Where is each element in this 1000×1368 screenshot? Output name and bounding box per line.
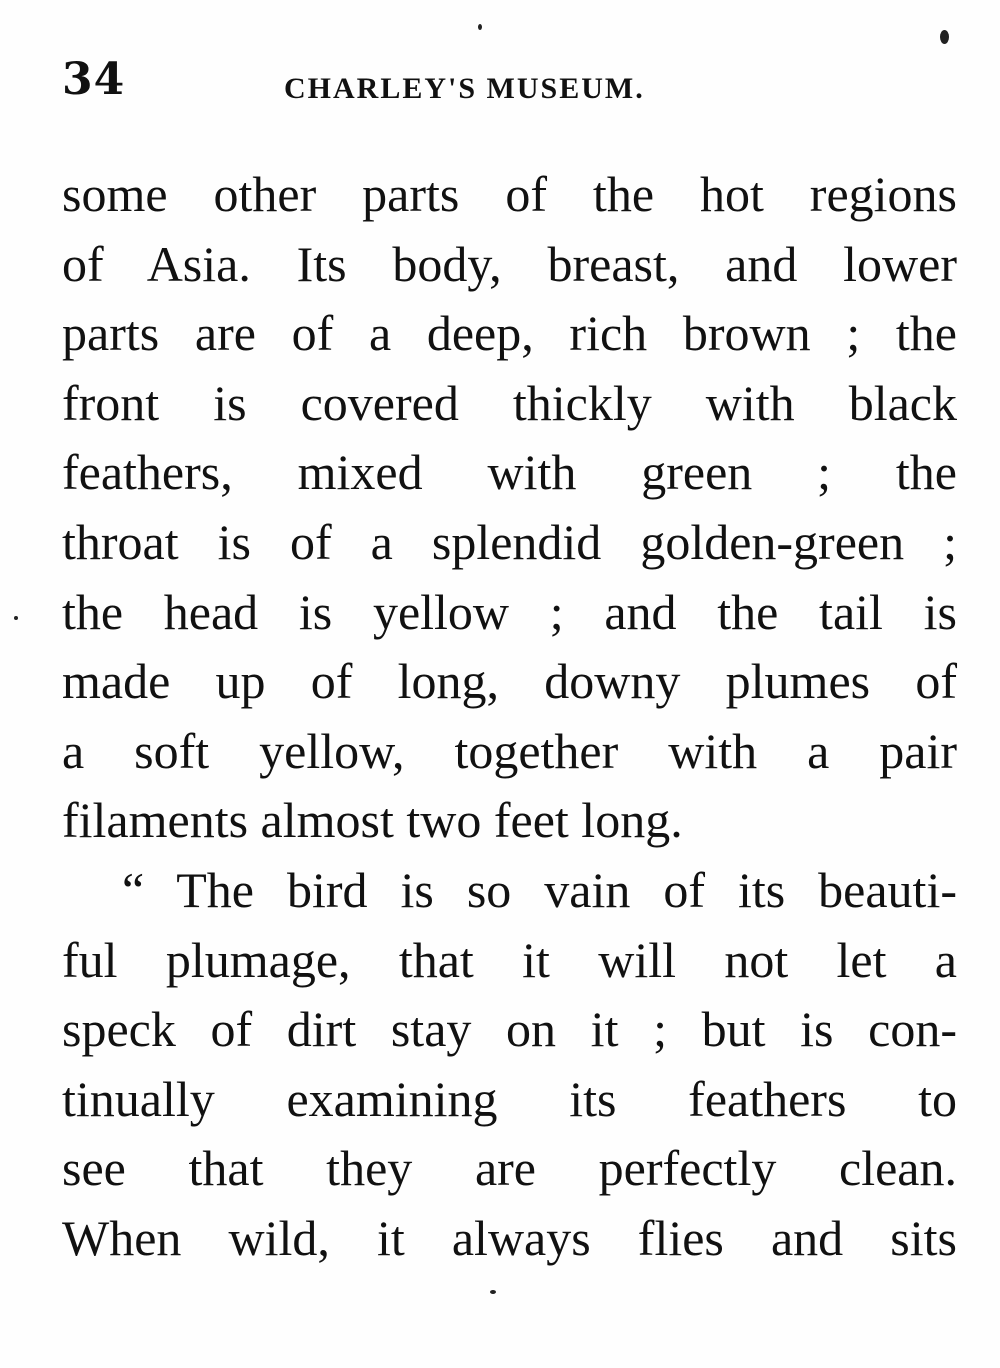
text-line: throat is of a splendid golden-green ; [62, 513, 957, 570]
page-header [62, 54, 960, 114]
text-line: speck of dirt stay on it ; but is con- [62, 1001, 957, 1058]
ink-speck [940, 30, 949, 44]
text-line: a soft yellow, together with a pair [62, 722, 957, 779]
text-line: parts are of a deep, rich brown ; the [62, 305, 957, 362]
ink-speck [490, 1290, 496, 1294]
ink-speck [478, 24, 482, 30]
text-line: of Asia. Its body, breast, and lower [62, 235, 957, 292]
text-line: “ The bird is so vain of its beauti- [122, 861, 957, 918]
running-title: CHARLEY'S MUSEUM. [284, 72, 645, 105]
text-line: some other parts of the hot regions [62, 166, 957, 222]
text-line: tinually examining its feathers to [62, 1070, 957, 1127]
text-line: When wild, it always flies and sits [62, 1209, 957, 1266]
text-line: the head is yellow ; and the tail is [62, 583, 957, 640]
text-line: filaments almost two feet long. [62, 792, 683, 849]
text-line: feathers, mixed with green ; the [62, 444, 957, 501]
text-line: see that they are perfectly clean. [62, 1140, 957, 1197]
page-number: 34 [62, 54, 126, 105]
text-line: made up of long, downy plumes of [62, 653, 957, 710]
ink-speck [14, 616, 18, 620]
body-text [62, 160, 957, 1274]
text-line: ful plumage, that it will not let a [62, 931, 957, 988]
text-line: front is covered thickly with black [62, 374, 957, 431]
